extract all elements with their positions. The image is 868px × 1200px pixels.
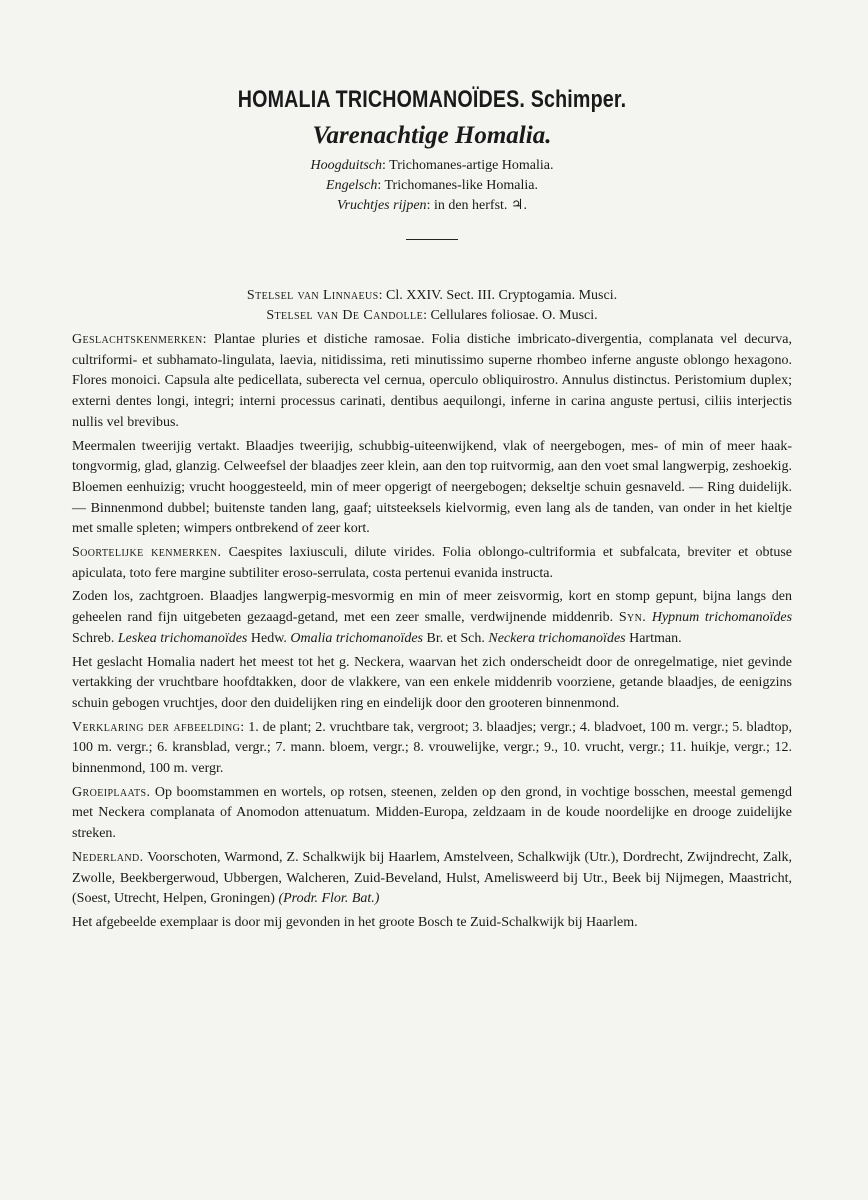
figure-explanation-label: Verklaring der afbeelding: bbox=[72, 719, 245, 735]
habitat-text: Op boomstammen en wortels, op rotsen, steenen, zelden op den grond, in vochtige bosschen, meestal gemengd met Neckera complanata of Anomodon attenuatum. Midden-Europa, zeldzaam in de koude noordelijke en drooge zuidelijke streken. bbox=[72, 784, 792, 842]
species-latin-text: Caespites laxiusculi, dilute virides. Folia oblongo-cultriformia et subfalcata, breviter et obtuse apiculata, toto fere margine subtiliter eroso-serrulata, costa pertenui evanida instructa. bbox=[72, 545, 793, 581]
synonym-2-author: Hedw. bbox=[250, 630, 287, 646]
candolle-value: Cellulares foliosae. O. Musci. bbox=[430, 308, 598, 323]
figure-explanation-paragraph bbox=[72, 718, 792, 780]
specimen-note-paragraph: Het afgebeelde exemplaar is door mij gevonden in het groote Bosch te Zuid-Schalkwijk bij Haarlem. bbox=[72, 914, 638, 930]
synonym-2: Leskea trichomanoïdes bbox=[117, 630, 248, 646]
comparison-paragraph: Het geslacht Homalia nadert het meest tot het g. Neckera, waarvan het zich onderscheidt door de onregelmatige, niet gevinde vertakking der vruchtbare hoofdtakken, door de vlakkere, van een enkele middenrib voorziene, getande blaadjes, de eenigzins schuin gebogen vruchtjes, door den duidelijken ring en eindelijk door den grooteren binnenmond. bbox=[72, 654, 792, 711]
english-name-line: Engelsch: Trichomanes-like Homalia. bbox=[326, 178, 538, 193]
netherlands-reference: (Prodr. Flor. Bat.) bbox=[278, 891, 380, 907]
document-page bbox=[72, 78, 792, 937]
german-label: Hoogduitsch bbox=[310, 158, 383, 173]
species-dutch-text: Zoden los, zachtgroen. Blaadjes langwerpig-mesvormig en min of meer zeisvormig, kort en stomp gepunt, bijna langs den geheelen rand fijn uitgebeten gezaagd-getand, met een zeer smalle, verdwijnende middenrib. bbox=[72, 589, 792, 626]
genus-latin-text: Plantae pluries et distiche ramosae. Folia distiche imbricato-divergentia, complanata vel decurva, cultriformi- et subhamato-lingulata, laevia, nitidissima, reti minutissimo superne rhombeo inferne anguste oblongo hexagono. Flores monoici. Capsula alte pedicellata, suberecta vel cernua, operculo obliquirostro. Annulus distinctus. Peristomium duplex; externi dentes longi, integri; interni processus carinati, dentibus aequilongi, inferne in carina anguste pertusi, ciliis interjectis nullis vel brevibus. bbox=[72, 332, 793, 430]
synonym-4-author: Hartman. bbox=[629, 630, 682, 646]
description-body bbox=[72, 330, 792, 934]
species-dutch-paragraph bbox=[72, 587, 792, 649]
synonym-3-author: Br. et Sch. bbox=[426, 630, 485, 646]
linnaeus-label: Stelsel van Linnaeus bbox=[246, 288, 379, 303]
synonym-1: Hypnum trichomanoïdes bbox=[651, 610, 793, 626]
fruiting-label: Vruchtjes rijpen bbox=[337, 198, 427, 213]
netherlands-label: Nederland. bbox=[72, 849, 144, 865]
linnaeus-value: Cl. XXIV. Sect. III. Cryptogamia. Musci. bbox=[386, 288, 618, 303]
classification-systems bbox=[72, 286, 792, 326]
fruiting-line: Vruchtjes rijpen: in den herfst. ♃. bbox=[337, 198, 527, 213]
german-name: Trichomanes-artige Homalia. bbox=[389, 158, 554, 173]
genus-label: Geslachtskenmerken: bbox=[72, 332, 207, 347]
divider-rule bbox=[406, 239, 458, 240]
synonym-3: Omalia trichomanoïdes bbox=[290, 630, 424, 646]
species-title: HOMALIA TRICHOMANOÏDES. Schimper. bbox=[237, 86, 627, 113]
genus-dutch-paragraph: Meermalen tweerijig vertakt. Blaadjes tweerijig, schubbig-uiteenwijkend, vlak of neergebogen, mes- of min of meer haak-tongvormig, glad, glanzig. Celweefsel der blaadjes zeer klein, aan den top ruitvormig, aan den voet smal langwerpig, zeshoekig. Bloemen eenhuizig; vrucht hooggesteeld, min of meer opgerigt of neergebogen; dekseltje schuin gesnaveld. — Ring duidelijk. — Binnenmond dubbel; buitenste tanden lang, gaaf; uitsteeksels kielvormig, even lang als de tanden, van onder in het kieltje met smalle spleten; wimpers ontbrekend of zeer kort. bbox=[72, 438, 792, 537]
dutch-name: Varenachtige Homalia. bbox=[312, 122, 552, 149]
species-latin-paragraph bbox=[72, 543, 792, 584]
figure-explanation-text: 1. de plant; 2. vruchtbare tak, vergroot; 3. blaadjes; vergr.; 4. bladvoet, 100 m. vergr.; 5. bladtop, 100 m. vergr.; 6. kransblad, vergr.; 7. mann. bloem, vergr.; 8. vrouwelijke, vergr.; 9., 10. vrucht, vergr.; 11. huikje, vergr.; 12. binnenmond, 100 m. vergr. bbox=[72, 719, 793, 777]
species-label: Soortelijke kenmerken. bbox=[72, 545, 222, 561]
netherlands-paragraph bbox=[72, 848, 792, 910]
habitat-label: Groeiplaats. bbox=[72, 784, 151, 800]
habitat-paragraph bbox=[72, 783, 792, 845]
synonym-4: Neckera trichomanoïdes bbox=[488, 630, 626, 646]
synonym-label: Syn. bbox=[618, 610, 647, 626]
vernacular-names bbox=[72, 156, 792, 216]
netherlands-text: Voorschoten, Warmond, Z. Schalkwijk bij Haarlem, Amstelveen, Schalkwijk (Utr.), Dordrecht, Zwijndrecht, Zalk, Zwolle, Beekbergerwoud, Ubbergen, Walcheren, Zuid-Beveland, Hulst, Amelisweerd bij Utr., Beek bij Nijmegen, Maastricht, (Soest, Utrecht, Helpen, Groningen) bbox=[72, 849, 792, 907]
fruiting-value: in den herfst. ♃. bbox=[433, 198, 527, 213]
candolle-line: Stelsel van De Candolle: Cellulares foliosae. O. Musci. bbox=[266, 308, 598, 323]
genus-latin-paragraph bbox=[72, 330, 792, 434]
german-name-line: Hoogduitsch: Trichomanes-artige Homalia. bbox=[310, 158, 554, 173]
candolle-label: Stelsel van De Candolle bbox=[266, 308, 424, 323]
english-label: Engelsch bbox=[326, 178, 378, 193]
synonym-1-author: Schreb. bbox=[72, 630, 115, 646]
english-name: Trichomanes-like Homalia. bbox=[384, 178, 538, 193]
linnaeus-line: Stelsel van Linnaeus: Cl. XXIV. Sect. III. Cryptogamia. Musci. bbox=[246, 288, 618, 303]
